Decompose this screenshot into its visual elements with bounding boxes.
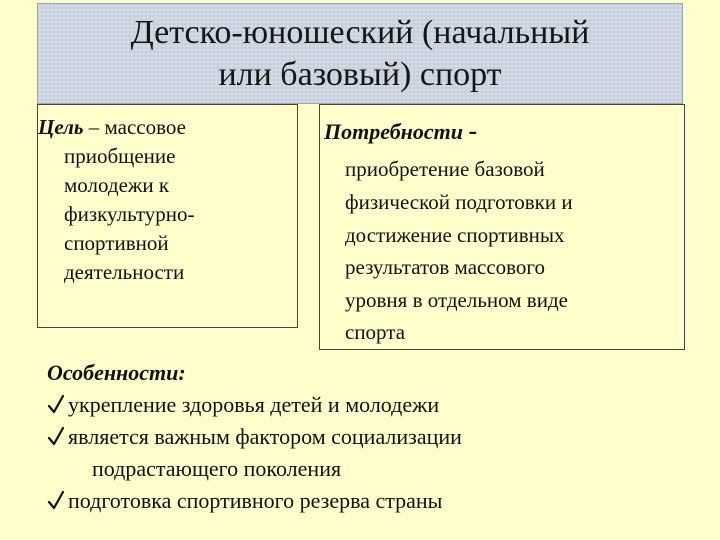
- title-banner: [37, 3, 683, 104]
- features-heading: Особенности:: [47, 360, 186, 385]
- needs-text-line: достижение спортивных: [345, 223, 565, 247]
- title-line-1: Детско-юношеский (начальный: [130, 13, 590, 51]
- checkmark-icon: [47, 421, 65, 451]
- goal-text-line: спортивной: [64, 231, 169, 255]
- goal-text-line: приобщение: [64, 144, 176, 168]
- needs-dash: -: [468, 116, 478, 145]
- needs-text-line: уровня в отдельном виде: [345, 288, 568, 312]
- feature-item: [47, 389, 707, 421]
- goal-text-line: массовое: [104, 115, 186, 139]
- feature-text: укрепление здоровья детей и молодежи: [68, 392, 440, 417]
- needs-text-line: результатов массового: [345, 255, 546, 279]
- title-line-2: или базовый) спорт: [218, 55, 502, 93]
- checkmark-icon: [47, 389, 65, 419]
- needs-box: [319, 104, 685, 350]
- checkmark-icon: [47, 485, 65, 515]
- needs-heading: [324, 117, 477, 146]
- goal-label: Цель: [38, 115, 84, 139]
- needs-text-line: спорта: [345, 320, 406, 344]
- goal-box: [37, 104, 298, 328]
- goal-first-line: [38, 113, 291, 142]
- goal-dash: –: [83, 115, 105, 139]
- feature-text-continuation: подрастающего поколения: [92, 456, 342, 481]
- goal-text-line: молодежи к: [64, 173, 170, 197]
- page-title: [38, 12, 682, 96]
- feature-text: подготовка спортивного резерва страны: [68, 488, 443, 513]
- features-section: [47, 357, 707, 517]
- goal-text-line: деятельности: [64, 260, 185, 284]
- needs-text-line: приобретение базовой: [345, 157, 545, 181]
- feature-item: [47, 421, 707, 485]
- feature-item: [47, 485, 707, 517]
- needs-label: Потребности: [324, 119, 464, 144]
- goal-text-line: физкультурно-: [64, 202, 195, 226]
- feature-text: является важным фактором социализации: [68, 424, 462, 449]
- needs-text-line: физической подготовки и: [345, 190, 573, 214]
